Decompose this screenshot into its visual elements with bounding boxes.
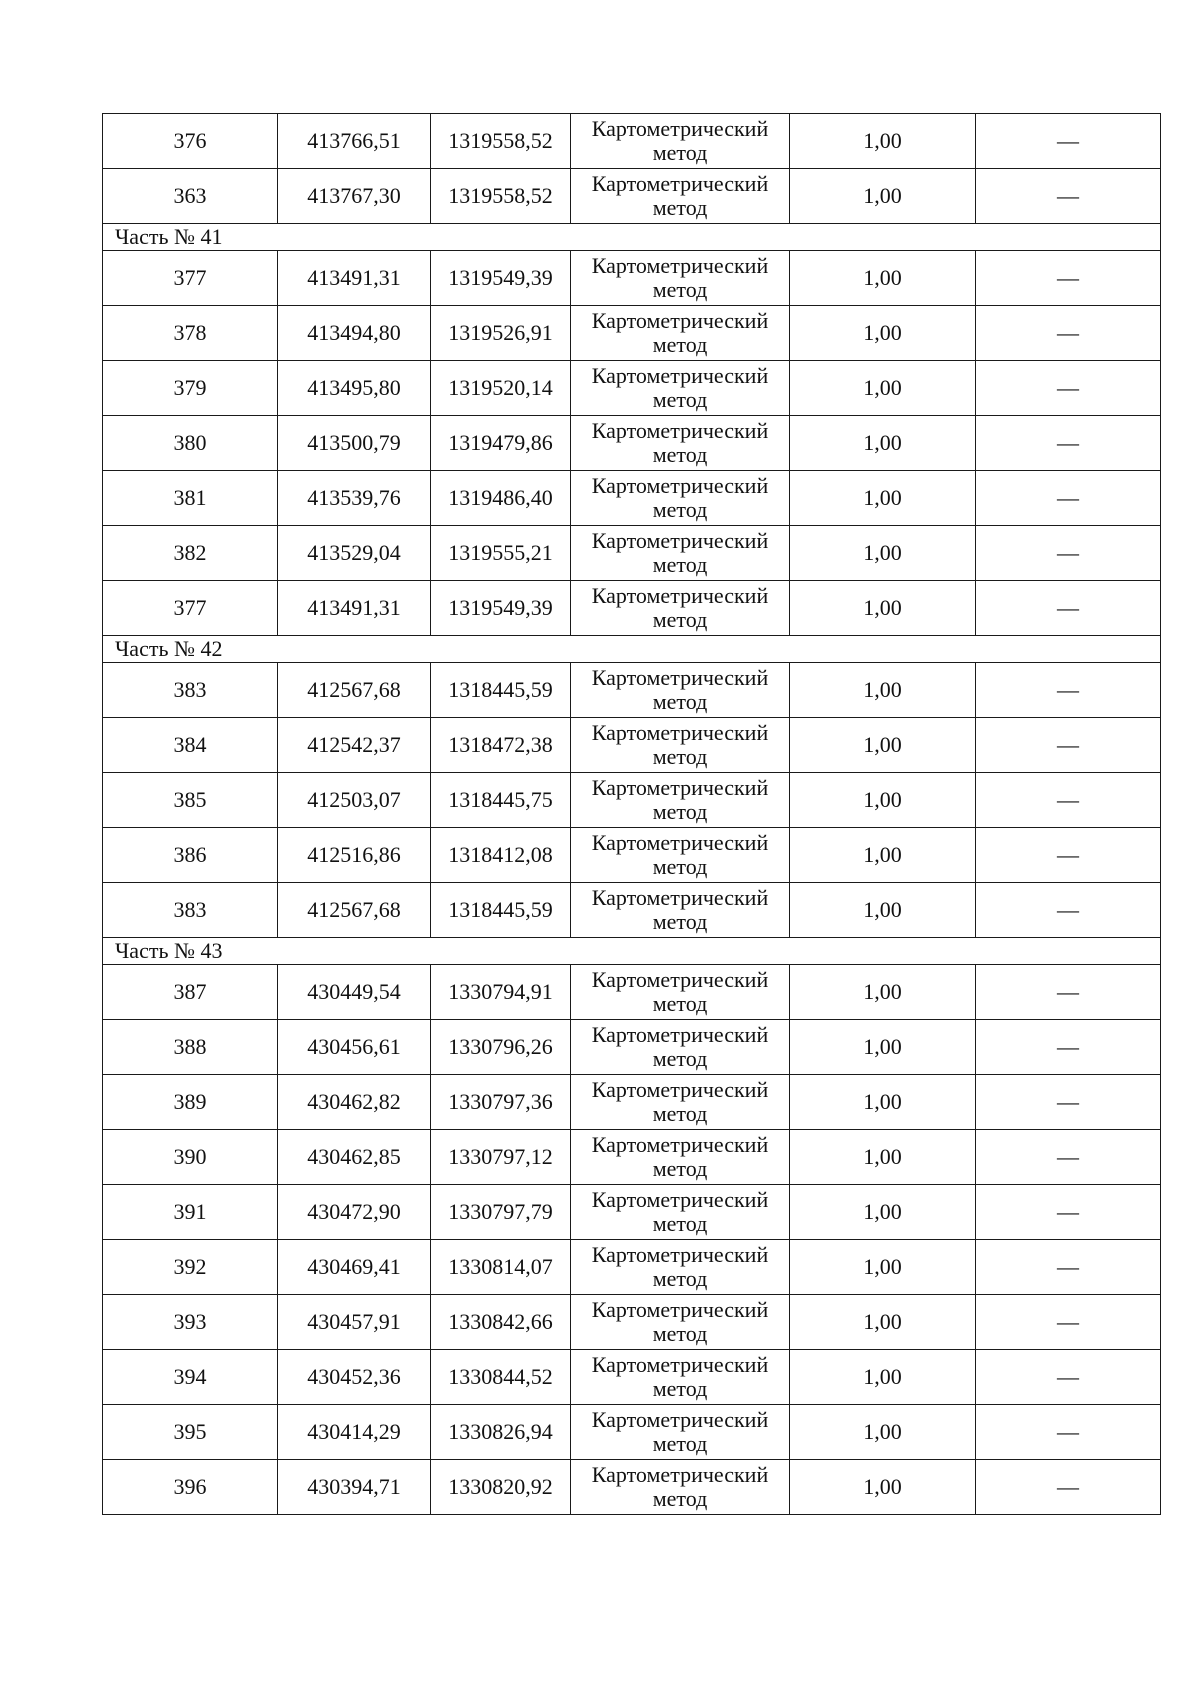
table-row: [103, 306, 1161, 361]
section-header-row: [103, 938, 1161, 965]
method-line-1: Картометрический: [591, 528, 769, 553]
method-line-2: метод: [652, 1376, 708, 1401]
note-cell: —: [976, 114, 1161, 169]
note-cell: —: [976, 663, 1161, 718]
accuracy-cell: 1,00: [790, 361, 976, 416]
method-cell: [571, 251, 790, 306]
method-line-1: Картометрический: [591, 720, 769, 745]
note-cell: —: [976, 471, 1161, 526]
y-coordinate-cell: 1318412,08: [431, 828, 571, 883]
note-cell: —: [976, 965, 1161, 1020]
method-line-2: метод: [652, 1156, 708, 1181]
method-line-1: Картометрический: [591, 171, 769, 196]
method-line-1: Картометрический: [591, 665, 769, 690]
method-line-2: метод: [652, 799, 708, 824]
accuracy-cell: 1,00: [790, 773, 976, 828]
point-number-cell: 377: [103, 581, 278, 636]
accuracy-cell: 1,00: [790, 1405, 976, 1460]
coordinates-table-body: [103, 114, 1161, 1515]
note-cell: —: [976, 306, 1161, 361]
method-line-1: Картометрический: [591, 418, 769, 443]
note-cell: —: [976, 1185, 1161, 1240]
accuracy-cell: 1,00: [790, 1130, 976, 1185]
method-line-1: Картометрический: [591, 1352, 769, 1377]
method-line-2: метод: [652, 1266, 708, 1291]
note-cell: —: [976, 581, 1161, 636]
method-line-1: Картометрический: [591, 830, 769, 855]
method-line-2: метод: [652, 277, 708, 302]
method-cell: [571, 828, 790, 883]
note-cell: —: [976, 1240, 1161, 1295]
method-line-2: метод: [652, 607, 708, 632]
method-line-2: метод: [652, 854, 708, 879]
table-row: [103, 828, 1161, 883]
x-coordinate-cell: 430462,82: [278, 1075, 431, 1130]
y-coordinate-cell: 1318445,75: [431, 773, 571, 828]
y-coordinate-cell: 1330820,92: [431, 1460, 571, 1515]
method-line-1: Картометрический: [591, 1462, 769, 1487]
x-coordinate-cell: 413539,76: [278, 471, 431, 526]
y-coordinate-cell: 1330826,94: [431, 1405, 571, 1460]
method-cell: [571, 114, 790, 169]
method-cell: [571, 169, 790, 224]
method-line-1: Картометрический: [591, 583, 769, 608]
method-cell: [571, 471, 790, 526]
method-line-1: Картометрический: [591, 1022, 769, 1047]
method-line-1: Картометрический: [591, 363, 769, 388]
note-cell: —: [976, 526, 1161, 581]
note-cell: —: [976, 828, 1161, 883]
x-coordinate-cell: 413494,80: [278, 306, 431, 361]
table-row: [103, 965, 1161, 1020]
method-cell: [571, 1460, 790, 1515]
method-line-2: метод: [652, 1211, 708, 1236]
method-cell: [571, 1020, 790, 1075]
method-line-1: Картометрический: [591, 308, 769, 333]
method-cell: [571, 1130, 790, 1185]
accuracy-cell: 1,00: [790, 1020, 976, 1075]
note-cell: —: [976, 416, 1161, 471]
y-coordinate-cell: 1319558,52: [431, 169, 571, 224]
note-cell: —: [976, 1075, 1161, 1130]
table-row: [103, 581, 1161, 636]
accuracy-cell: 1,00: [790, 828, 976, 883]
point-number-cell: 382: [103, 526, 278, 581]
accuracy-cell: 1,00: [790, 1460, 976, 1515]
point-number-cell: 363: [103, 169, 278, 224]
table-row: [103, 663, 1161, 718]
point-number-cell: 392: [103, 1240, 278, 1295]
point-number-cell: 383: [103, 663, 278, 718]
point-number-cell: 376: [103, 114, 278, 169]
method-cell: [571, 1075, 790, 1130]
y-coordinate-cell: 1318472,38: [431, 718, 571, 773]
method-line-2: метод: [652, 1431, 708, 1456]
method-cell: [571, 306, 790, 361]
x-coordinate-cell: 413766,51: [278, 114, 431, 169]
accuracy-cell: 1,00: [790, 663, 976, 718]
point-number-cell: 391: [103, 1185, 278, 1240]
method-cell: [571, 883, 790, 938]
method-cell: [571, 1240, 790, 1295]
method-line-2: метод: [652, 332, 708, 357]
accuracy-cell: 1,00: [790, 114, 976, 169]
table-row: [103, 1350, 1161, 1405]
table-row: [103, 773, 1161, 828]
table-row: [103, 526, 1161, 581]
method-line-2: метод: [652, 1486, 708, 1511]
accuracy-cell: 1,00: [790, 526, 976, 581]
point-number-cell: 387: [103, 965, 278, 1020]
accuracy-cell: 1,00: [790, 1350, 976, 1405]
method-cell: [571, 718, 790, 773]
method-line-1: Картометрический: [591, 775, 769, 800]
note-cell: —: [976, 251, 1161, 306]
table-row: [103, 416, 1161, 471]
section-label: Часть № 43: [103, 938, 1161, 965]
x-coordinate-cell: 413529,04: [278, 526, 431, 581]
table-row: [103, 1295, 1161, 1350]
table-row: [103, 251, 1161, 306]
point-number-cell: 385: [103, 773, 278, 828]
method-cell: [571, 416, 790, 471]
method-line-2: метод: [652, 991, 708, 1016]
point-number-cell: 383: [103, 883, 278, 938]
method-cell: [571, 663, 790, 718]
y-coordinate-cell: 1319549,39: [431, 581, 571, 636]
point-number-cell: 396: [103, 1460, 278, 1515]
table-row: [103, 883, 1161, 938]
point-number-cell: 389: [103, 1075, 278, 1130]
table-row: [103, 1240, 1161, 1295]
point-number-cell: 381: [103, 471, 278, 526]
method-line-1: Картометрический: [591, 116, 769, 141]
y-coordinate-cell: 1330797,79: [431, 1185, 571, 1240]
accuracy-cell: 1,00: [790, 471, 976, 526]
method-line-2: метод: [652, 497, 708, 522]
x-coordinate-cell: 413767,30: [278, 169, 431, 224]
section-header-row: [103, 224, 1161, 251]
section-label: Часть № 41: [103, 224, 1161, 251]
x-coordinate-cell: 430472,90: [278, 1185, 431, 1240]
y-coordinate-cell: 1330796,26: [431, 1020, 571, 1075]
point-number-cell: 393: [103, 1295, 278, 1350]
table-row: [103, 1460, 1161, 1515]
method-cell: [571, 1405, 790, 1460]
point-number-cell: 379: [103, 361, 278, 416]
method-cell: [571, 1295, 790, 1350]
point-number-cell: 384: [103, 718, 278, 773]
x-coordinate-cell: 430457,91: [278, 1295, 431, 1350]
table-row: [103, 471, 1161, 526]
method-line-2: метод: [652, 387, 708, 412]
table-row: [103, 361, 1161, 416]
note-cell: —: [976, 1460, 1161, 1515]
x-coordinate-cell: 430452,36: [278, 1350, 431, 1405]
method-line-2: метод: [652, 195, 708, 220]
table-row: [103, 1075, 1161, 1130]
method-line-2: метод: [652, 744, 708, 769]
y-coordinate-cell: 1319526,91: [431, 306, 571, 361]
y-coordinate-cell: 1319558,52: [431, 114, 571, 169]
x-coordinate-cell: 412516,86: [278, 828, 431, 883]
method-line-1: Картометрический: [591, 1187, 769, 1212]
point-number-cell: 386: [103, 828, 278, 883]
x-coordinate-cell: 430449,54: [278, 965, 431, 1020]
section-label: Часть № 42: [103, 636, 1161, 663]
accuracy-cell: 1,00: [790, 306, 976, 361]
y-coordinate-cell: 1330797,36: [431, 1075, 571, 1130]
note-cell: —: [976, 1405, 1161, 1460]
point-number-cell: 388: [103, 1020, 278, 1075]
method-line-1: Картометрический: [591, 885, 769, 910]
accuracy-cell: 1,00: [790, 169, 976, 224]
table-row: [103, 1130, 1161, 1185]
method-line-1: Картометрический: [591, 967, 769, 992]
method-line-2: метод: [652, 1101, 708, 1126]
note-cell: —: [976, 361, 1161, 416]
table-row: [103, 1185, 1161, 1240]
y-coordinate-cell: 1319486,40: [431, 471, 571, 526]
method-line-1: Картометрический: [591, 473, 769, 498]
method-line-1: Картометрический: [591, 1242, 769, 1267]
y-coordinate-cell: 1330814,07: [431, 1240, 571, 1295]
note-cell: —: [976, 1295, 1161, 1350]
x-coordinate-cell: 413491,31: [278, 581, 431, 636]
method-line-1: Картометрический: [591, 253, 769, 278]
x-coordinate-cell: 412503,07: [278, 773, 431, 828]
x-coordinate-cell: 430414,29: [278, 1405, 431, 1460]
method-cell: [571, 581, 790, 636]
point-number-cell: 394: [103, 1350, 278, 1405]
method-line-2: метод: [652, 689, 708, 714]
y-coordinate-cell: 1319520,14: [431, 361, 571, 416]
accuracy-cell: 1,00: [790, 1185, 976, 1240]
method-line-1: Картометрический: [591, 1077, 769, 1102]
table-row: [103, 1020, 1161, 1075]
x-coordinate-cell: 413495,80: [278, 361, 431, 416]
point-number-cell: 378: [103, 306, 278, 361]
note-cell: —: [976, 883, 1161, 938]
point-number-cell: 390: [103, 1130, 278, 1185]
y-coordinate-cell: 1318445,59: [431, 883, 571, 938]
y-coordinate-cell: 1330844,52: [431, 1350, 571, 1405]
x-coordinate-cell: 413491,31: [278, 251, 431, 306]
method-cell: [571, 1350, 790, 1405]
y-coordinate-cell: 1319479,86: [431, 416, 571, 471]
point-number-cell: 377: [103, 251, 278, 306]
x-coordinate-cell: 413500,79: [278, 416, 431, 471]
x-coordinate-cell: 412542,37: [278, 718, 431, 773]
note-cell: —: [976, 1130, 1161, 1185]
method-line-1: Картометрический: [591, 1297, 769, 1322]
x-coordinate-cell: 430456,61: [278, 1020, 431, 1075]
table-row: [103, 718, 1161, 773]
x-coordinate-cell: 412567,68: [278, 663, 431, 718]
point-number-cell: 380: [103, 416, 278, 471]
point-number-cell: 395: [103, 1405, 278, 1460]
method-cell: [571, 526, 790, 581]
y-coordinate-cell: 1330797,12: [431, 1130, 571, 1185]
x-coordinate-cell: 430469,41: [278, 1240, 431, 1295]
method-line-2: метод: [652, 909, 708, 934]
method-cell: [571, 773, 790, 828]
coordinates-table: [102, 113, 1161, 1515]
note-cell: —: [976, 169, 1161, 224]
section-header-row: [103, 636, 1161, 663]
method-cell: [571, 965, 790, 1020]
note-cell: —: [976, 773, 1161, 828]
y-coordinate-cell: 1330794,91: [431, 965, 571, 1020]
y-coordinate-cell: 1330842,66: [431, 1295, 571, 1350]
method-line-2: метод: [652, 1046, 708, 1071]
method-line-2: метод: [652, 140, 708, 165]
x-coordinate-cell: 430462,85: [278, 1130, 431, 1185]
method-cell: [571, 1185, 790, 1240]
y-coordinate-cell: 1318445,59: [431, 663, 571, 718]
accuracy-cell: 1,00: [790, 965, 976, 1020]
y-coordinate-cell: 1319549,39: [431, 251, 571, 306]
method-line-2: метод: [652, 1321, 708, 1346]
accuracy-cell: 1,00: [790, 1075, 976, 1130]
y-coordinate-cell: 1319555,21: [431, 526, 571, 581]
method-line-1: Картометрический: [591, 1407, 769, 1432]
note-cell: —: [976, 1350, 1161, 1405]
accuracy-cell: 1,00: [790, 416, 976, 471]
method-cell: [571, 361, 790, 416]
table-row: [103, 114, 1161, 169]
accuracy-cell: 1,00: [790, 251, 976, 306]
accuracy-cell: 1,00: [790, 883, 976, 938]
accuracy-cell: 1,00: [790, 581, 976, 636]
accuracy-cell: 1,00: [790, 1240, 976, 1295]
method-line-1: Картометрический: [591, 1132, 769, 1157]
method-line-2: метод: [652, 552, 708, 577]
accuracy-cell: 1,00: [790, 718, 976, 773]
method-line-2: метод: [652, 442, 708, 467]
note-cell: —: [976, 1020, 1161, 1075]
x-coordinate-cell: 412567,68: [278, 883, 431, 938]
note-cell: —: [976, 718, 1161, 773]
x-coordinate-cell: 430394,71: [278, 1460, 431, 1515]
accuracy-cell: 1,00: [790, 1295, 976, 1350]
table-row: [103, 1405, 1161, 1460]
table-row: [103, 169, 1161, 224]
